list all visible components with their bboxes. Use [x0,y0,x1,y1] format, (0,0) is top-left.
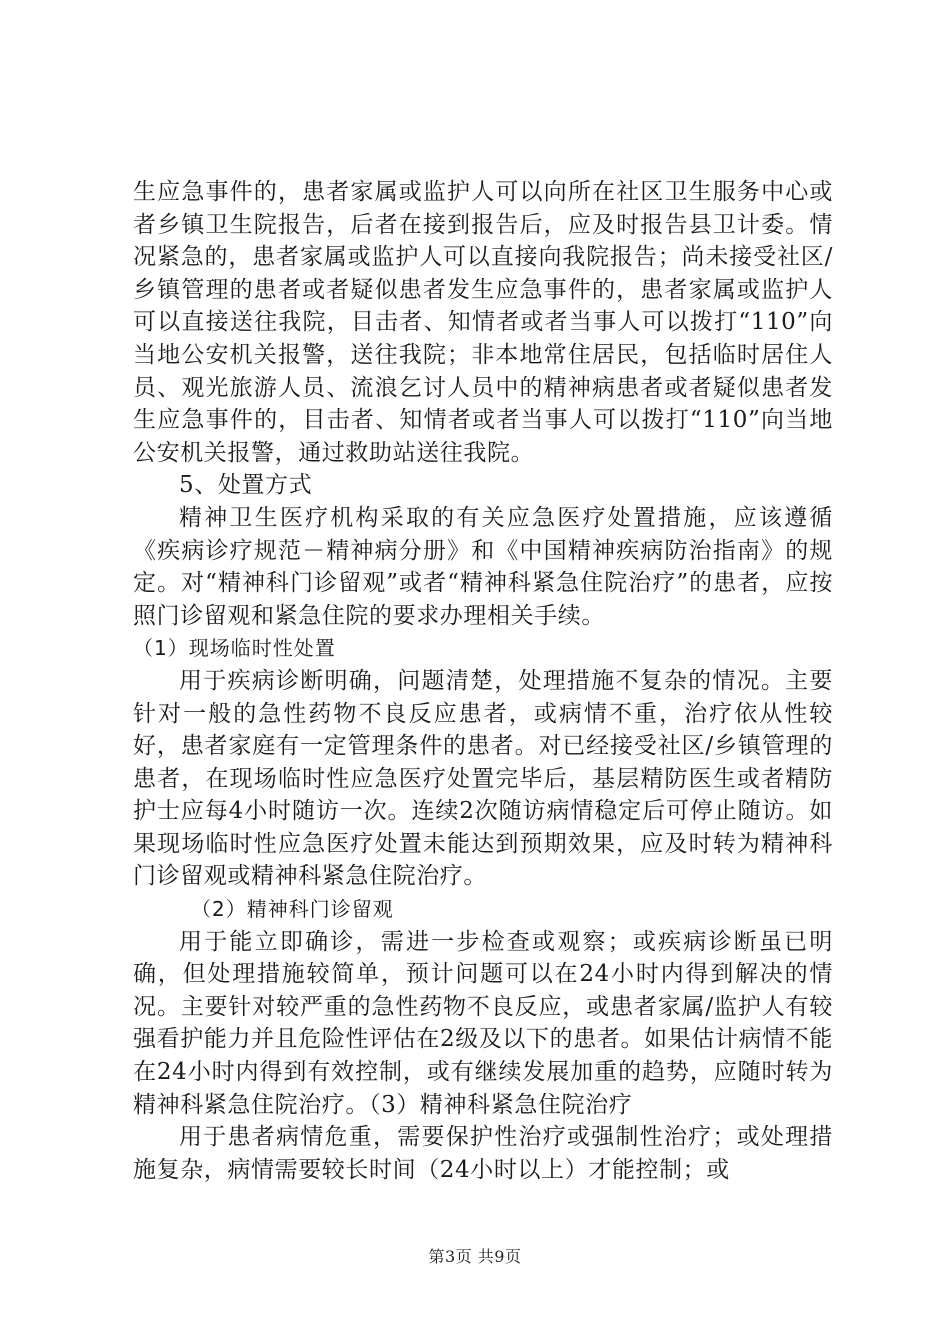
subheading-onsite-treatment: （1）现场临时性处置 [133,636,336,661]
paragraph-onsite-treatment: 用于疾病诊断明确，问题清楚，处理措施不复杂的情况。主要针对一般的急性药物不良反应患者，或病情不重，治疗依从性较好，患者家庭有一定管理条件的患者。对已经接受社区/乡镇管理的患者，在现场临时性应急医疗处置完毕后，基层精防医生或者精防护士应每4小时随访一次。连续2次随访病情稳定后可停止随访。如果现场临时性应急医疗处置未能达到预期效果，应及时转为精神科门诊留观或精神科紧急住院治疗。 [133,667,833,890]
document-body [133,176,833,1186]
paragraph-disposal-measures: 精神卫生医疗机构采取的有关应急医疗处置措施，应该遵循《疾病诊疗规范－精神病分册》和《中国精神疾病防治指南》的规定。对“精神科门诊留观”或者“精神科紧急住院治疗”的患者，应按照门诊留观和紧急住院的要求办理相关手续。 [133,504,833,629]
paragraph-outpatient-observation: 用于能立即确诊，需进一步检查或观察；或疾病诊断虽已明确，但处理措施较简单，预计问题可以在24小时内得到解决的情况。主要针对较严重的急性药物不良反应，或患者家属/监护人有较强看护能力并且危险性评估在2级及以下的患者。如果估计病情不能在24小时内得到有效控制，或有继续发展加重的趋势，应随时转为精神科紧急住院治疗。（3）精神科紧急住院治疗 [133,928,833,1118]
page-number-footer: 第3页 共9页 [428,1247,522,1266]
paragraph-emergency-hospitalization: 用于患者病情危重，需要保护性治疗或强制性治疗；或处理措施复杂，病情需要较长时间（24小时以上）才能控制；或 [133,1124,833,1183]
paragraph-reporting: 生应急事件的，患者家属或监护人可以向所在社区卫生服务中心或者乡镇卫生院报告，后者在接到报告后，应及时报告县卫计委。情况紧急的，患者家属或监护人可以直接向我院报告；尚未接受社区/乡镇管理的患者或者疑似患者发生应急事件的，患者家属或监护人可以直接送往我院，目击者、知情者或者当事人可以拨打“110”向当地公安机关报警，送往我院；非本地常住居民，包括临时居住人员、观光旅游人员、流浪乞讨人员中的精神病患者或者疑似患者发生应急事件的，目击者、知情者或者当事人可以拨打“110”向当地公安机关报警，通过救助站送往我院。 [133,179,833,466]
section-heading-disposal: 5、处置方式 [179,472,313,499]
subheading-outpatient-observation: （2）精神科门诊留观 [191,897,394,922]
